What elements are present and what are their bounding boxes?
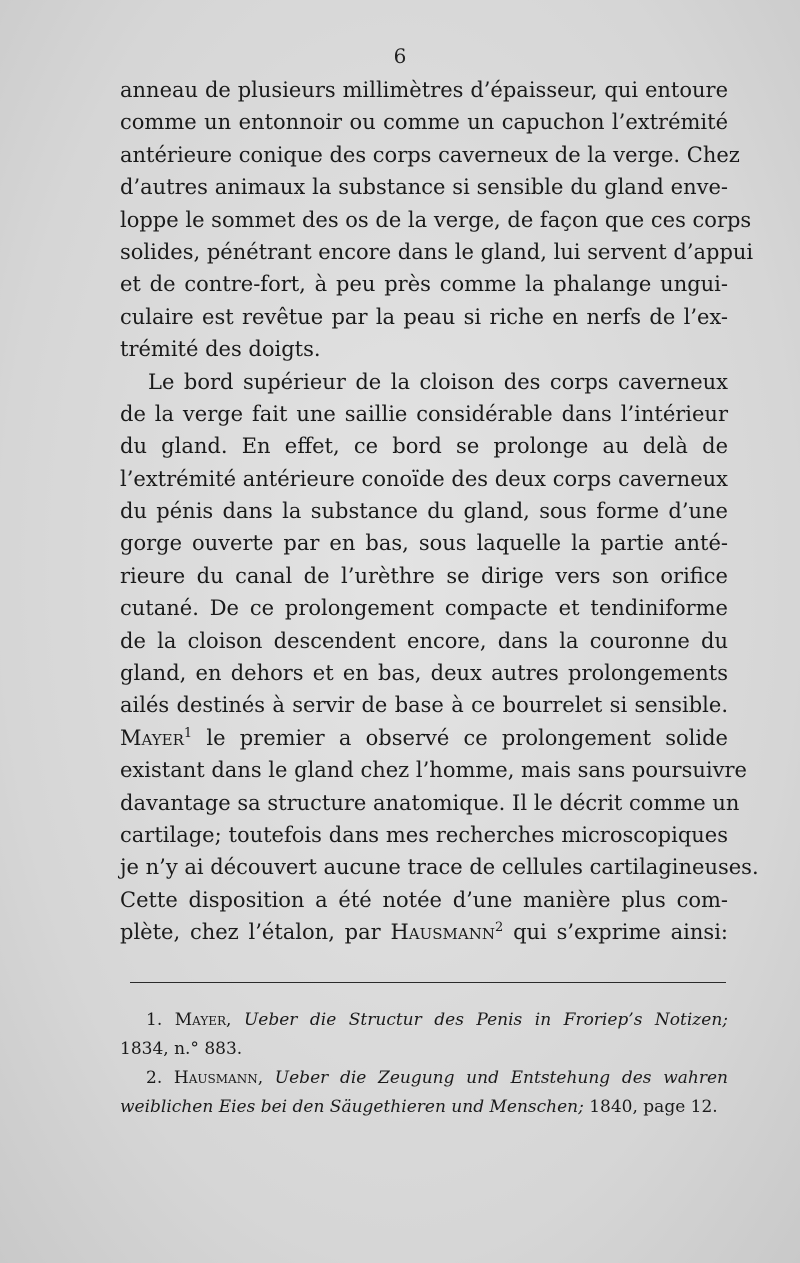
text-line: de la verge fait une saillie considérable dans l’intérieur xyxy=(120,401,728,426)
footnote-tail: 1840, page 12. xyxy=(583,1097,718,1117)
footnote-number: 1. xyxy=(146,1010,163,1030)
text-line: de la cloison descendent encore, dans la couronne du xyxy=(120,628,728,653)
text-line-mayer xyxy=(120,722,728,754)
text-line: trémité des doigts. xyxy=(120,337,321,362)
text-line: comme un entonnoir ou comme un capuchon l’extrémité xyxy=(120,110,728,135)
footnote-ref-2: 2 xyxy=(495,920,504,936)
text-line: loppe le sommet des os de la verge, de façon que ces corps xyxy=(120,207,752,232)
text-line: cartilage; toutefois dans mes recherches microscopiques xyxy=(120,822,728,847)
footnote-title-cont: weiblichen Eies bei den Säugethieren und Menschen; xyxy=(120,1097,584,1117)
text-line: Le bord supérieur de la cloison des corps caverneux xyxy=(148,369,728,394)
footnote-title: Ueber die Zeugung und Entstehung des wahren xyxy=(274,1068,728,1088)
text-line: Cette disposition a été notée d’une manière plus com- xyxy=(120,887,728,912)
footnote-title: Ueber die Structur des Penis in Froriep’s Notizen; xyxy=(243,1010,729,1030)
text-fragment: plète, chez l’étalon, par xyxy=(120,920,391,945)
text-line-hausmann xyxy=(120,916,728,948)
text-line: anneau de plusieurs millimètres d’épaisseur, qui entoure xyxy=(120,78,728,102)
author-mayer: Mayer xyxy=(120,725,184,750)
author-hausmann: Hausmann xyxy=(390,920,495,945)
text-line: solides, pénétrant encore dans le gland, lui servent d’appui xyxy=(120,239,754,264)
text-line: culaire est revêtue par la peau si riche en nerfs de l’ex- xyxy=(120,304,728,329)
footnote-1: 1. Mayer, Ueber die Structur des Penis in Froriep’s Notizen; xyxy=(146,1010,729,1030)
text-fragment: le premier a observé ce prolongement solide xyxy=(192,725,728,750)
text-line: l’extrémité antérieure conoïde des deux corps caverneux xyxy=(120,466,728,491)
footnotes xyxy=(120,1006,728,1122)
text-line: cutané. De ce prolongement compacte et tendiniforme xyxy=(120,596,728,621)
footnote-rule xyxy=(130,982,726,983)
text-line: je n’y ai découvert aucune trace de cellules cartilagineuses. xyxy=(120,855,759,880)
text-line: antérieure conique des corps caverneux de la verge. Chez xyxy=(120,142,740,167)
footnote-author: Hausmann xyxy=(173,1068,258,1088)
footnote-ref-1: 1 xyxy=(183,725,193,741)
page-number: 6 xyxy=(393,44,407,68)
text-line: d’autres animaux la substance si sensible du gland enve- xyxy=(120,175,728,200)
text-line: davantage sa structure anatomique. Il le décrit comme un xyxy=(120,790,740,815)
text-line: rieure du canal de l’urèthre se dirige vers son orifice xyxy=(120,563,728,588)
text-line: du pénis dans la substance du gland, sous forme d’une xyxy=(120,499,728,524)
body-text xyxy=(120,74,759,949)
footnote-2: 2. Hausmann, Ueber die Zeugung und Entstehung des wahren xyxy=(146,1068,728,1088)
text-line: ailés destinés à servir de base à ce bourrelet si sensible. xyxy=(120,693,728,718)
text-line: gland, en dehors et en bas, deux autres prolongements xyxy=(120,661,728,686)
text-line: gorge ouverte par en bas, sous laquelle la partie anté- xyxy=(120,531,728,556)
text-fragment: qui s’exprime ainsi: xyxy=(503,920,728,945)
footnote-number: 2. xyxy=(146,1068,163,1088)
footnote-author: Mayer xyxy=(174,1010,227,1030)
text-line: existant dans le gland chez l’homme, mais sans poursuivre xyxy=(120,758,747,783)
text-line: et de contre-fort, à peu près comme la phalange ungui- xyxy=(120,272,728,297)
text-line: du gland. En effet, ce bord se prolonge au delà de xyxy=(120,434,728,459)
footnote-1-cont: 1834, n.° 883. xyxy=(120,1039,243,1059)
footnote-2-cont xyxy=(120,1093,728,1122)
